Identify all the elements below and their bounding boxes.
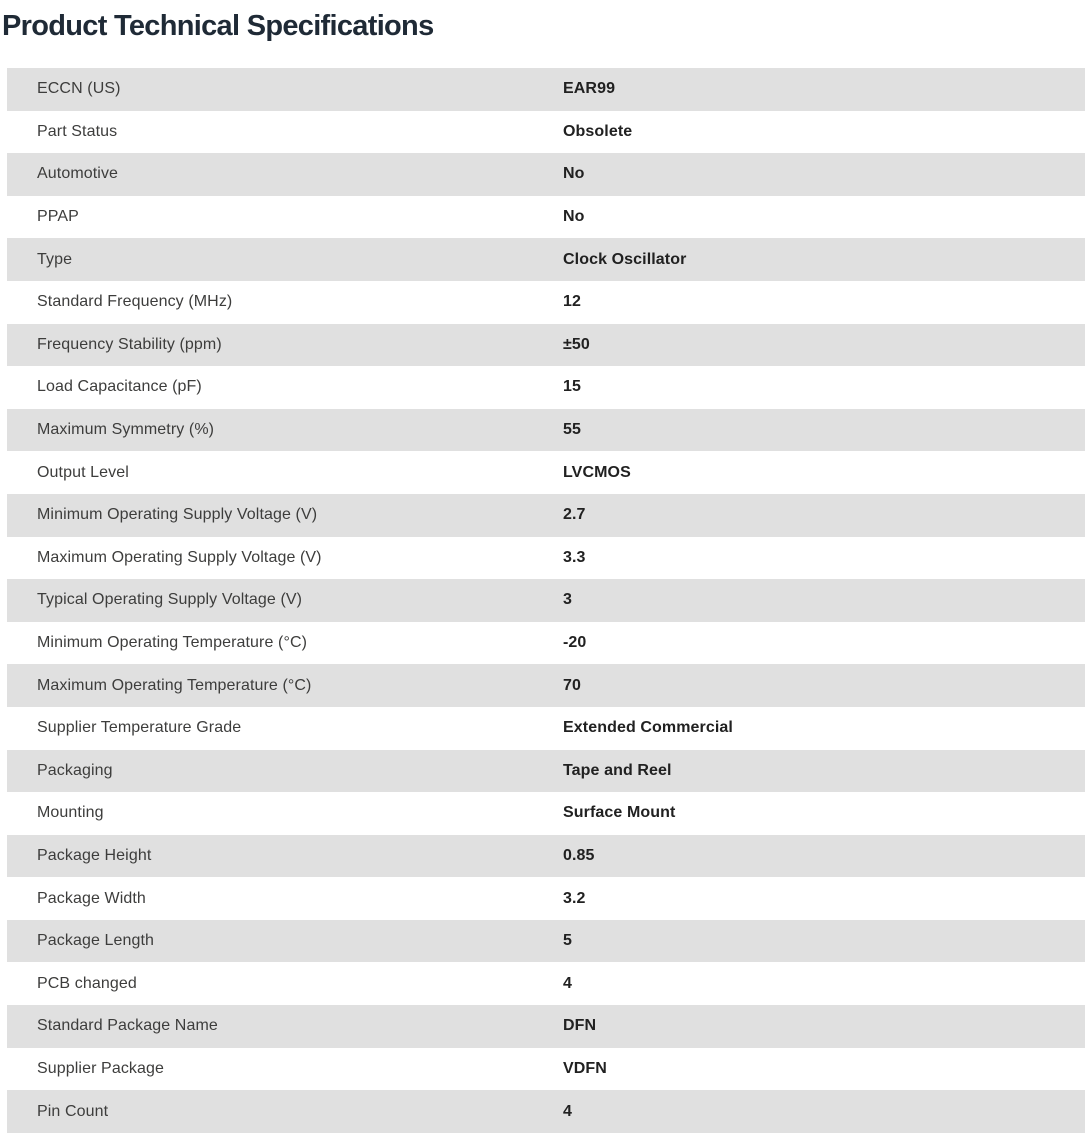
table-row	[7, 750, 1085, 793]
spec-value: Tape and Reel	[563, 761, 672, 779]
spec-value: 3.2	[563, 889, 586, 907]
table-row	[7, 920, 1085, 963]
table-row	[7, 579, 1085, 622]
table-row	[7, 1005, 1085, 1048]
table-row	[7, 622, 1085, 665]
spec-label: Typical Operating Supply Voltage (V)	[37, 591, 303, 609]
table-row	[7, 111, 1085, 154]
spec-value: 3	[563, 591, 572, 609]
spec-label: Standard Package Name	[37, 1017, 218, 1035]
spec-label: Packaging	[37, 761, 113, 779]
spec-value: ±50	[563, 335, 590, 353]
spec-value: 3.3	[563, 548, 586, 566]
table-row	[7, 792, 1085, 835]
table-row	[7, 494, 1085, 537]
spec-label: Minimum Operating Supply Voltage (V)	[37, 506, 318, 524]
spec-label: Automotive	[37, 165, 119, 183]
table-row	[7, 537, 1085, 580]
spec-label: ECCN (US)	[37, 80, 121, 98]
spec-label: PCB changed	[37, 974, 137, 992]
spec-label: Supplier Package	[37, 1059, 165, 1077]
spec-value: 55	[563, 421, 581, 439]
spec-value: 4	[563, 974, 572, 992]
spec-table	[7, 68, 1085, 1133]
spec-value: -20	[563, 634, 587, 652]
table-row	[7, 835, 1085, 878]
spec-label: Standard Frequency (MHz)	[37, 293, 233, 311]
table-row	[7, 238, 1085, 281]
spec-value: No	[563, 165, 585, 183]
spec-value: No	[563, 208, 585, 226]
spec-value: Obsolete	[563, 122, 633, 140]
spec-label: Maximum Symmetry (%)	[37, 421, 215, 439]
spec-label: Load Capacitance (pF)	[37, 378, 202, 396]
spec-label: Package Width	[37, 889, 146, 907]
spec-value: 70	[563, 676, 581, 694]
table-row	[7, 281, 1085, 324]
spec-label: Output Level	[37, 463, 129, 481]
spec-value: 15	[563, 378, 581, 396]
table-row	[7, 324, 1085, 367]
spec-value: 2.7	[563, 506, 586, 524]
spec-label: Pin Count	[37, 1102, 109, 1120]
spec-value: VDFN	[563, 1059, 607, 1077]
spec-label: Package Height	[37, 846, 152, 864]
table-row	[7, 68, 1085, 111]
spec-label: Maximum Operating Supply Voltage (V)	[37, 548, 322, 566]
spec-value: Surface Mount	[563, 804, 676, 822]
spec-label: Maximum Operating Temperature (°C)	[37, 676, 312, 694]
table-row	[7, 196, 1085, 239]
spec-label: Package Length	[37, 932, 155, 950]
spec-value: 5	[563, 932, 572, 950]
table-row	[7, 153, 1085, 196]
spec-value: Extended Commercial	[563, 719, 733, 737]
page-title: Product Technical Specifications	[2, 10, 434, 42]
table-row	[7, 409, 1085, 452]
table-row	[7, 877, 1085, 920]
spec-label: Type	[37, 250, 73, 268]
table-row	[7, 1090, 1085, 1133]
table-row	[7, 664, 1085, 707]
table-row	[7, 962, 1085, 1005]
spec-value: DFN	[563, 1017, 597, 1035]
spec-value: EAR99	[563, 80, 616, 98]
spec-label: Minimum Operating Temperature (°C)	[37, 634, 308, 652]
spec-label: Supplier Temperature Grade	[37, 719, 242, 737]
spec-label: PPAP	[37, 208, 79, 226]
spec-label: Part Status	[37, 122, 118, 140]
table-row	[7, 366, 1085, 409]
spec-label: Frequency Stability (ppm)	[37, 335, 222, 353]
table-row	[7, 707, 1085, 750]
spec-value: Clock Oscillator	[563, 250, 687, 268]
spec-value: 0.85	[563, 846, 595, 864]
spec-value: LVCMOS	[563, 463, 631, 481]
spec-label: Mounting	[37, 804, 104, 822]
table-row	[7, 1048, 1085, 1091]
spec-value: 4	[563, 1102, 572, 1120]
spec-value: 12	[563, 293, 581, 311]
table-row	[7, 451, 1085, 494]
